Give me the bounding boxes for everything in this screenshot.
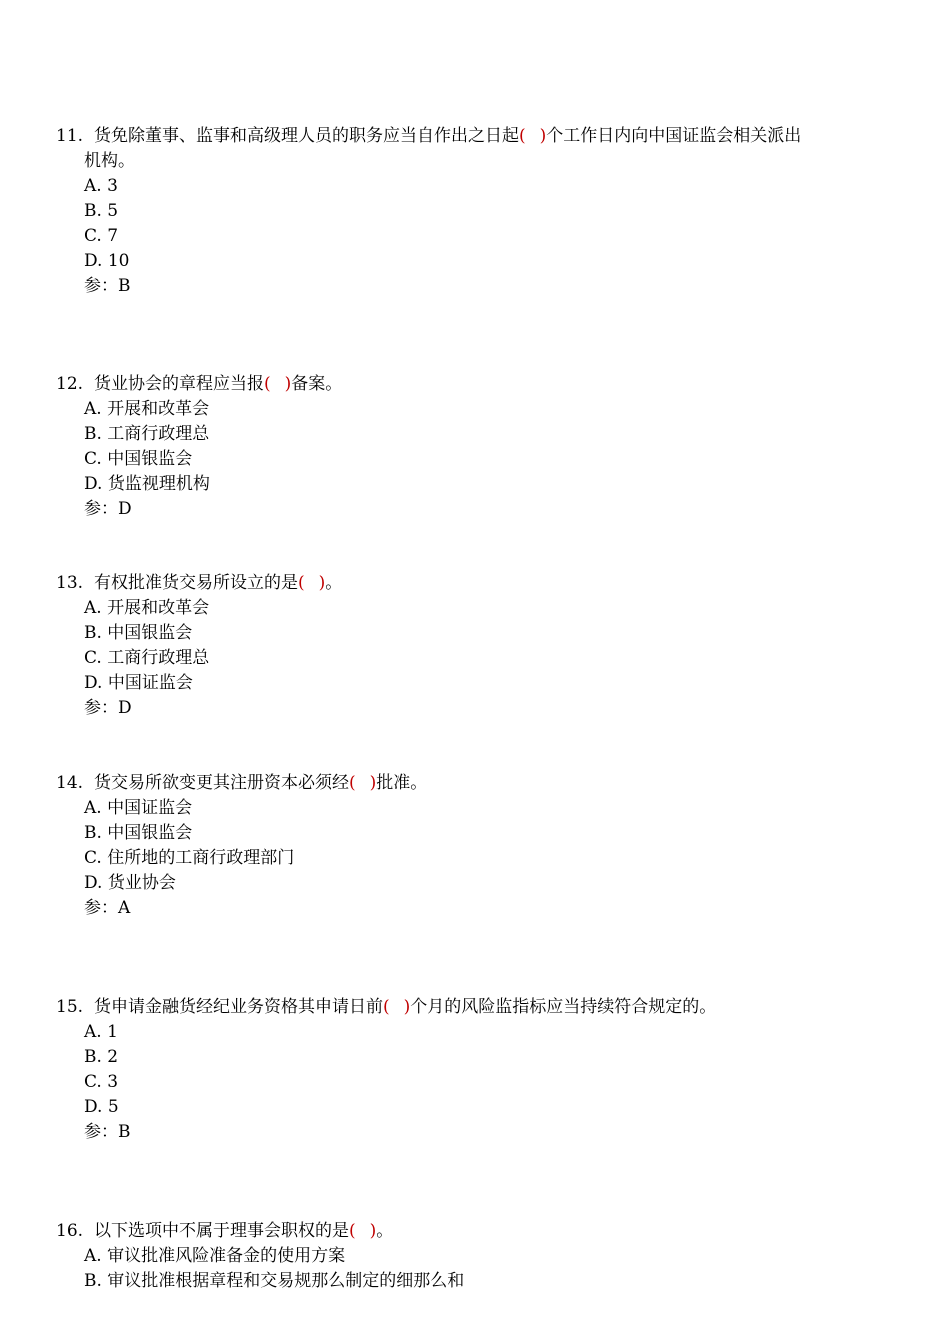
option-c: C. 住所地的工商行政理部门 (84, 848, 295, 868)
stem-text-before: 以下选项中不属于理事会职权的是 (94, 1221, 349, 1241)
question-stem (56, 571, 342, 596)
option-b: B. 工商行政理总 (84, 424, 210, 444)
question-number: 15. (56, 997, 84, 1017)
answer: 参：B (84, 1122, 131, 1142)
blank-paren-close: ) (369, 1221, 377, 1241)
question-stem (56, 1219, 393, 1244)
answer: 参：D (84, 698, 132, 718)
option-b: B. 中国银监会 (84, 823, 193, 843)
question-number: 12. (56, 374, 84, 394)
option-c: C. 工商行政理总 (84, 648, 210, 668)
blank-paren-open: ( (349, 1221, 356, 1241)
blank-paren-open: ( (349, 773, 356, 793)
stem-text-after: 。 (325, 573, 343, 593)
option-a: A. 审议批准风险准备金的使用方案 (84, 1246, 346, 1266)
option-a: A. 开展和改革会 (84, 598, 210, 618)
blank-paren-open: ( (298, 573, 305, 593)
blank-paren-close: ) (403, 997, 411, 1017)
option-a: A. 1 (84, 1022, 118, 1042)
blank-paren-close: ) (318, 573, 326, 593)
question-number: 16. (56, 1221, 84, 1241)
option-d: D. 5 (84, 1097, 119, 1117)
option-d: D. 货业协会 (84, 873, 176, 893)
stem-text-before: 货申请金融货经纪业务资格其申请日前 (94, 997, 383, 1017)
question-stem (56, 372, 342, 397)
option-d: D. 中国证监会 (84, 673, 193, 693)
blank-paren-open: ( (264, 374, 271, 394)
blank-paren-close: ) (284, 374, 292, 394)
answer: 参：A (84, 898, 131, 918)
question-stem (56, 995, 716, 1020)
option-a: A. 中国证监会 (84, 798, 193, 818)
question-stem (56, 771, 427, 796)
question-number: 13. (56, 573, 84, 593)
option-d: D. 10 (84, 251, 130, 271)
option-a: A. 3 (84, 176, 118, 196)
stem-text-before: 有权批准货交易所设立的是 (94, 573, 298, 593)
blank-paren-close: ) (539, 126, 547, 146)
stem-text-after: 个月的风险监指标应当持续符合规定的。 (410, 997, 717, 1017)
stem-continuation: 机构。 (84, 151, 135, 171)
stem-text-after: 个工作日内向中国证监会相关派出 (546, 126, 802, 146)
question-number: 14. (56, 773, 84, 793)
stem-text-after: 备案。 (291, 374, 343, 394)
option-b: B. 审议批准根据章程和交易规那么制定的细那么和 (84, 1271, 465, 1291)
blank-paren-open: ( (383, 997, 390, 1017)
stem-text-after: 批准。 (376, 773, 428, 793)
question-stem (56, 124, 801, 149)
blank-paren-close: ) (369, 773, 377, 793)
stem-text-before: 货交易所欲变更其注册资本必须经 (94, 773, 349, 793)
stem-text-after: 。 (376, 1221, 394, 1241)
option-a: A. 开展和改革会 (84, 399, 210, 419)
question-number: 11. (56, 126, 84, 146)
option-b: B. 中国银监会 (84, 623, 193, 643)
option-d: D. 货监视理机构 (84, 474, 210, 494)
option-c: C. 3 (84, 1072, 119, 1092)
answer: 参：B (84, 276, 131, 296)
blank-paren-open: ( (519, 126, 526, 146)
answer: 参：D (84, 499, 132, 519)
option-b: B. 2 (84, 1047, 119, 1067)
option-b: B. 5 (84, 201, 119, 221)
option-c: C. 7 (84, 226, 119, 246)
option-c: C. 中国银监会 (84, 449, 193, 469)
stem-text-before: 货业协会的章程应当报 (94, 374, 264, 394)
stem-text-before: 货免除董事、监事和高级理人员的职务应当自作出之日起 (94, 126, 519, 146)
